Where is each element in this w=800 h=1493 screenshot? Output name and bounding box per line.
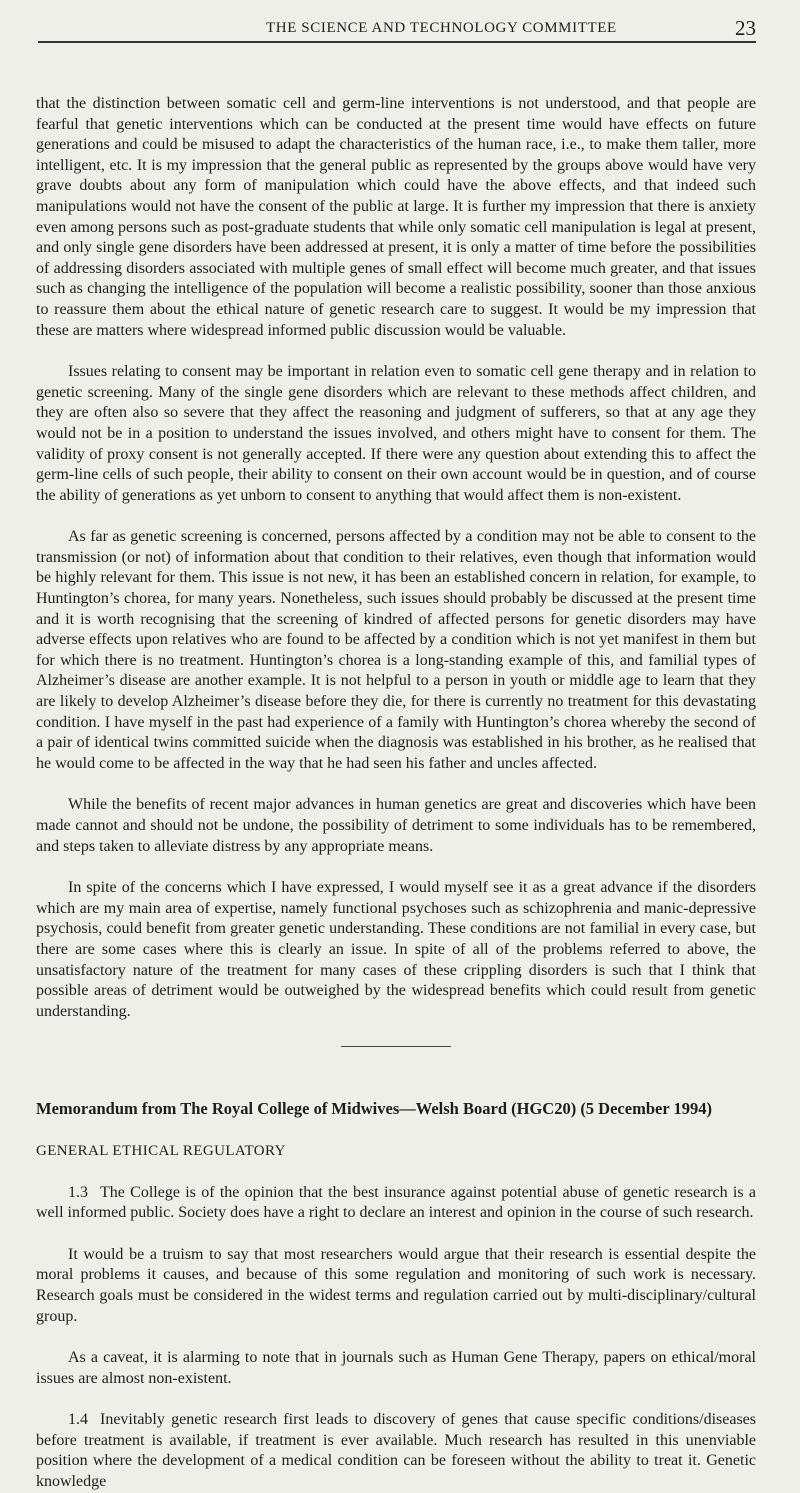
paragraph-psychoses: In spite of the concerns which I have expressed, I would myself see it as a great advance if the disorders which are my main area of expertise, namely functional psychoses such as schizophrenia and manic-depressive psychosis, could benefit from greater genetic understanding. These conditions are not familial in every case, but there are some cases where this is clearly an issue. In spite of all of the problems referred to above, the unsatisfactory nature of the treatment for many cases of these crippling disorders is such that I think that possible areas of detriment would be outweighed by the widespread benefits which could result from genetic understanding.: [36, 879, 756, 1020]
paragraph-caveat: As a caveat, it is alarming to note that in journals such as Human Gene Therapy, papers on ethical/moral issues are almost non-existent.: [36, 1349, 756, 1387]
page-header: [36, 0, 756, 40]
paragraph-number: 1.3: [68, 1183, 88, 1201]
paragraph-number: 1.4: [68, 1411, 88, 1429]
paragraph-benefits: While the benefits of recent major advances in human genetics are great and discoveries which have been made cannot and should not be undone, the possibility of detriment to some individuals has to be remembered, and steps taken to alleviate distress by any appropriate means.: [36, 796, 756, 855]
running-title: THE SCIENCE AND TECHNOLOGY COMMITTEE: [266, 20, 617, 36]
paragraph-screening: As far as genetic screening is concerned, persons affected by a condition may not be able to consent to the transmission (or not) of information about that condition to their relatives, even though that information would be highly relevant for them. This issue is not new, it has been an established concern in relation, for example, to Huntington’s chorea, for many years. Nonetheless, such issues should probably be discussed at the present time and it is worth recognising that the screening of kindred of affected persons for genetic disorders may have adverse effects upon relatives who are found to be affected by a condition which is not yet manifest in them but for which there is no treatment. Huntington’s chorea is a long-standing example of this, and familial types of Alzheimer’s disease are another example. It is not helpful to a person in youth or middle age to learn that they are likely to develop Alzheimer’s disease before they die, for there is currently no treatment for this devastating condition. I have myself in the past had experience of a family with Huntington’s chorea whereby the second of a pair of identical twins committed suicide when the diagnosis was established in his brother, as he realised that he would come to be affected in the way that he had seen his father and uncles affected.: [36, 528, 756, 772]
document-body: [36, 40, 756, 1493]
paragraph-consent: Issues relating to consent may be important in relation even to somatic cell gene therapy and in relation to genetic screening. Many of the single gene disorders which are relevant to these methods affect children, and they are often also so severe that they affect the reasoning and judgment of sufferers, so that at any age they would not be in a position to understand the issues involved, and others might have to consent for them. The validity of proxy consent is not generally accepted. If there were any question about extending this to affect the germ-line cells of such people, their ability to consent on their own account would be in question, and of course the ability of generations as yet unborn to consent to anything that would affect them is non-existent.: [36, 363, 756, 504]
section-heading: GENERAL ETHICAL REGULATORY: [36, 1142, 286, 1159]
numbered-paragraph: [36, 1410, 756, 1492]
paragraph-text: The College is of the opinion that the best insurance against potential abuse of genetic research is a well informed public. Society does have a right to declare an interest and opinion in the course of such research.: [36, 1183, 756, 1222]
paragraph-text: Inevitably genetic research first leads to discovery of genes that cause specific conditions/diseases before treatment is available, if treatment is ever available. Much research has resulted in this unenviable position where the development of a medical condition can be foreseen without the ability to treat it. Genetic knowledge: [36, 1411, 756, 1491]
header-rule: [38, 41, 756, 43]
section-divider: [341, 1046, 451, 1047]
paragraph-continued: that the distinction between somatic cell and germ-line interventions is not understood, and that people are fearful that genetic interventions which can be conducted at the present time would have effects on future generations and could be misused to adapt the characteristics of the human race, i.e., to make them taller, more intelligent, etc. It is my impression that the general public as represented by the groups above would have very grave doubts about any form of manipulation which could have the above effects, and that indeed such manipulations would not have the consent of the public at large. It is further my impression that there is anxiety even among persons such as post-graduate students that while only somatic cell manipulation is legal at present, and only single gene disorders have been addressed at present, it is only a matter of time before the possibilities of addressing disorders associated with multiple genes of small effect will become much greater, and that issues such as changing the intelligence of the population will become a realistic possibility, sooner than those anxious to reassure them about the ethical nature of genetic research care to suggest. It would be my impression that these are matters where widespread informed public discussion would be valuable.: [36, 95, 756, 339]
paragraph-regulation: It would be a truism to say that most researchers would argue that their research is essential despite the moral problems it causes, and because of this some regulation and monitoring of such work is necessary. Research goals must be considered in the widest terms and regulation carried out by multi-disciplinary/cultural group.: [36, 1245, 756, 1325]
page-number: 23: [735, 16, 756, 40]
memorandum-title: Memorandum from The Royal College of Midwives—Welsh Board (HGC20) (5 December 1994): [36, 1099, 712, 1119]
numbered-paragraph: [36, 1183, 756, 1224]
